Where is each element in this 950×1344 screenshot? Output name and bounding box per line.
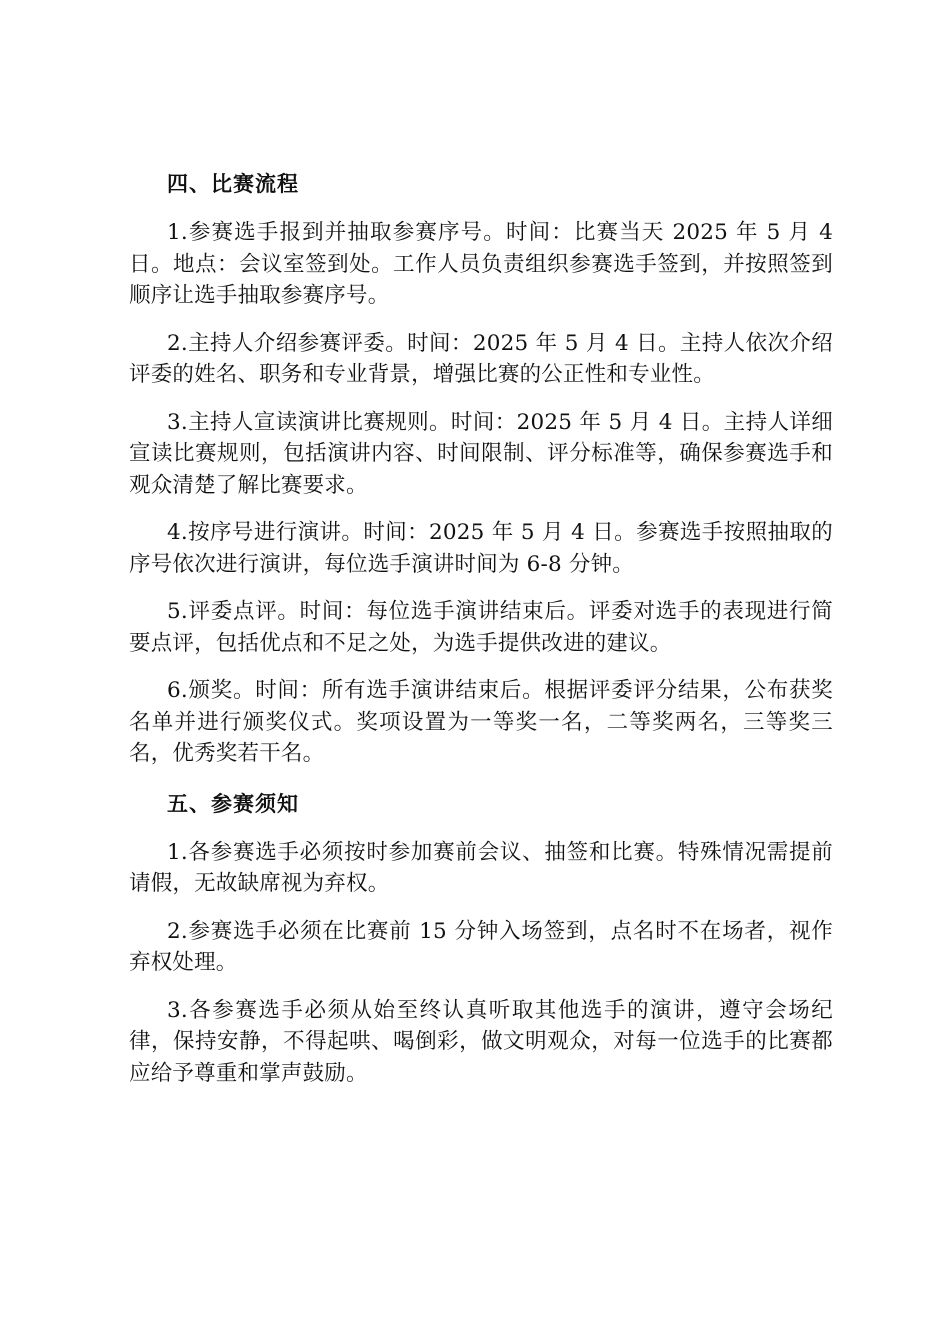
- notice-item-1: 1.各参赛选手必须按时参加赛前会议、抽签和比赛。特殊情况需提前请假，无故缺席视为弃权。: [129, 839, 833, 896]
- process-item-3: 3.主持人宣读演讲比赛规则。时间：2025 年 5 月 4 日。主持人详细宣读比赛规则，包括演讲内容、时间限制、评分标准等，确保参赛选手和观众清楚了解比赛要求。: [129, 409, 833, 498]
- process-item-6: 6.颁奖。时间：所有选手演讲结束后。根据评委评分结果，公布获奖名单并进行颁奖仪式。奖项设置为一等奖一名，二等奖两名，三等奖三名，优秀奖若干名。: [129, 678, 833, 766]
- notice-item-3: 3.各参赛选手必须从始至终认真听取其他选手的演讲，遵守会场纪律，保持安静，不得起哄、喝倒彩，做文明观众，对每一位选手的比赛都应给予尊重和掌声鼓励。: [129, 997, 833, 1086]
- process-item-4: 4.按序号进行演讲。时间：2025 年 5 月 4 日。参赛选手按照抽取的序号依次进行演讲，每位选手演讲时间为 6-8 分钟。: [129, 520, 833, 577]
- process-item-5: 5.评委点评。时间：每位选手演讲结束后。评委对选手的表现进行简要点评，包括优点和不足之处，为选手提供改进的建议。: [129, 599, 833, 656]
- process-item-2: 2.主持人介绍参赛评委。时间：2025 年 5 月 4 日。主持人依次介绍评委的姓名、职务和专业背景，增强比赛的公正性和专业性。: [129, 330, 833, 387]
- document-body: [129, 168, 833, 1089]
- notice-item-2: 2.参赛选手必须在比赛前 15 分钟入场签到，点名时不在场者，视作弃权处理。: [129, 918, 833, 975]
- process-item-1: 1.参赛选手报到并抽取参赛序号。时间：比赛当天 2025 年 5 月 4 日。地点：会议室签到处。工作人员负责组织参赛选手签到，并按照签到顺序让选手抽取参赛序号。: [129, 220, 833, 308]
- section-heading-competition-process: 四、比赛流程: [167, 172, 299, 196]
- section-heading-participant-notice: 五、参赛须知: [167, 791, 299, 816]
